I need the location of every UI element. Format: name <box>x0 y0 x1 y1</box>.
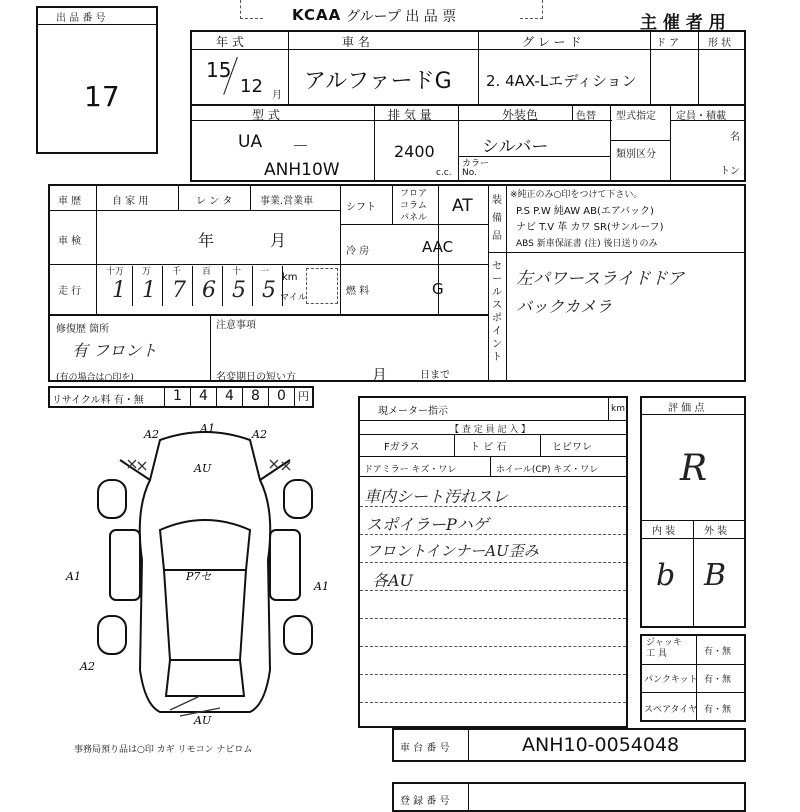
damage-mark: A1 <box>314 580 329 593</box>
evaluation-box <box>640 396 746 628</box>
damage-mark: A1 <box>66 570 81 583</box>
chip-label: ト ビ 石 <box>470 442 507 453</box>
recycle-fee <box>48 386 314 408</box>
ac-label: 冷 房 <box>346 246 370 257</box>
damage-mark: A2 <box>144 428 159 441</box>
registration-box <box>392 782 746 812</box>
odometer-digit: 1 <box>112 278 126 303</box>
model-label: 型 式 <box>252 108 280 122</box>
interior-label: 内 装 <box>652 526 676 537</box>
recycle-digit: 1 <box>164 388 190 406</box>
interior-score: b <box>656 558 676 593</box>
name-change-label: 名変期日の短い方 <box>216 372 296 383</box>
damage-mark: A2 <box>252 428 267 441</box>
shift-panel: パネル <box>400 213 428 223</box>
inspector-note: 各AU <box>372 571 414 590</box>
model-dash: － <box>292 137 309 157</box>
capacity-unit-tons: トン <box>720 166 740 177</box>
model-value: ANH10W <box>264 160 340 180</box>
form-title: グループ 出 品 票 <box>346 9 457 25</box>
equipment-line-2: ナビ T.V 革 カワ SR(サンルーフ) <box>516 222 664 233</box>
capacity-unit-persons: 名 <box>730 132 740 143</box>
damage-mark: A1 <box>200 422 215 435</box>
equipment-note: ※純正のみ○印をつけて下さい。 <box>510 190 643 200</box>
odometer-digit: 5 <box>232 278 246 303</box>
jack-label: ジャッキ 工 具 <box>646 638 682 659</box>
lot-number: 17 <box>84 80 120 113</box>
km-unit: km <box>282 272 298 283</box>
crack-label: ヒビワレ <box>552 442 592 453</box>
accessories-box <box>640 634 746 722</box>
mirror-label: ドアミラー キズ・ワレ <box>364 465 457 475</box>
ac-value: AAC <box>422 238 454 256</box>
door-label: ド ア <box>656 38 680 49</box>
grade-label: グ レ ー ド <box>522 35 582 49</box>
inspector-note: フロントインナーAU歪み <box>366 542 539 560</box>
odometer-digit: 7 <box>172 278 186 303</box>
inspection-year-unit: 年 <box>198 231 215 250</box>
repair-history-value: 有 フロント <box>72 341 158 360</box>
private-use: 自 家 用 <box>112 196 149 207</box>
year-label: 年 式 <box>216 35 244 49</box>
chassis-label: 車 台 番 号 <box>400 743 450 754</box>
equipment-label: 装 備 品 <box>492 195 502 242</box>
fuel-value: G <box>432 280 444 298</box>
fuel-label: 燃 料 <box>346 286 370 297</box>
damage-mark: AU <box>194 714 212 727</box>
shape-label: 形 状 <box>708 38 732 49</box>
inspector-note: 車内シート汚れスレ <box>364 487 509 506</box>
chassis-number-box <box>392 728 746 762</box>
wheel-label: ホイール(CP) キズ・ワレ <box>496 465 599 475</box>
damage-mark: A2 <box>80 660 95 673</box>
type-designation-label: 型式指定 <box>616 111 656 122</box>
recycle-digit: 8 <box>242 388 268 406</box>
mile-unit: マイル <box>280 293 307 303</box>
category-label: 類別区分 <box>616 149 656 160</box>
equipment-line-3: ABS 新車保証書 (注) 後日送りのみ <box>516 239 658 249</box>
odometer-digit: 1 <box>142 278 156 303</box>
shift-label: シフト <box>346 202 376 213</box>
recycle-digit: 4 <box>216 388 242 406</box>
car-damage-diagram <box>60 420 350 740</box>
odometer-digit: 5 <box>262 278 276 303</box>
sales-point-label: セールスポイント <box>492 261 502 363</box>
recycle-digit: 0 <box>268 388 294 406</box>
vehicle-info-table <box>190 30 746 182</box>
remarks-label: 注意事項 <box>216 320 256 331</box>
odometer-digit: 6 <box>202 278 216 303</box>
history-table <box>48 184 746 382</box>
name-change-month: 月 <box>372 366 388 384</box>
front-glass-label: Fガラス <box>384 442 420 453</box>
puncture-kit-choice: 有・無 <box>704 675 732 685</box>
rental: レ ン タ <box>196 196 233 207</box>
grade-value: 2. 4AX-Lエディション <box>486 72 637 90</box>
mileage-label: 走 行 <box>58 286 82 297</box>
history-label: 車 歴 <box>58 196 82 207</box>
kcaa-logo: KCAA <box>292 6 342 24</box>
recycle-digit: 4 <box>190 388 216 406</box>
equipment-line-1: P.S P.W 純AW AB(エアバック) <box>516 206 654 217</box>
car-name-value: アルファードG <box>304 69 452 94</box>
inspection-label: 車 検 <box>58 236 82 247</box>
evaluation-score: R <box>680 448 708 489</box>
color-value: シルバー <box>482 137 549 157</box>
recycle-unit: 円 <box>294 388 312 406</box>
name-change-day: 日まで <box>420 370 450 381</box>
repair-history-label: 修復歴 箇所 <box>56 324 110 335</box>
jack-choice: 有・無 <box>704 647 732 657</box>
color-number-label: カラー No. <box>462 159 490 178</box>
shift-column: コラム <box>400 201 427 211</box>
displacement-unit: c.c. <box>436 168 452 178</box>
business-use: 事業.営業車 <box>260 196 314 207</box>
recycle-label: リサイクル料 有・無 <box>52 395 144 406</box>
sales-point-line-2: バックカメラ <box>516 297 613 316</box>
spare-tire-choice: 有・無 <box>704 705 732 715</box>
repair-history-note: (有の場合は○印を) <box>56 373 134 383</box>
lot-number-box <box>36 6 158 154</box>
color-label: 外装色 <box>502 108 539 122</box>
month-unit: 月 <box>272 90 282 101</box>
year-value: 15 <box>206 58 232 82</box>
capacity-label: 定員・積載 <box>676 111 726 122</box>
model-prefix: UA <box>238 132 263 152</box>
registration-label: 登 録 番 号 <box>400 796 450 807</box>
office-items: 事務局預り品は○印 カギ リモコン ナビロム <box>74 745 253 755</box>
odometer: 十万 万 千 百 十 一 1 1 7 6 5 5 <box>102 266 282 312</box>
meter-label: 現メーター指示 <box>378 406 448 417</box>
exterior-label: 外 装 <box>704 526 728 537</box>
shift-value: AT <box>452 196 473 216</box>
displacement-label: 排 気 量 <box>388 108 432 122</box>
puncture-kit-label: パンクキット <box>644 675 698 685</box>
month-value: 12 <box>240 76 263 97</box>
meter-unit: km <box>611 404 625 414</box>
damage-mark: P7セ <box>186 570 212 583</box>
inspector-title: 【 査 定 員 記 入 】 <box>450 425 531 435</box>
inspection-month-unit: 月 <box>270 231 287 250</box>
color-change-label: 色替 <box>576 111 596 122</box>
lot-number-label: 出 品 番 号 <box>56 13 106 24</box>
shift-floor: フロア <box>400 189 428 199</box>
inspector-notes <box>358 396 628 728</box>
car-name-label: 車 名 <box>342 35 370 49</box>
evaluation-label: 評 価 点 <box>668 403 705 414</box>
displacement-value: 2400 <box>394 142 435 161</box>
damage-mark: AU <box>194 462 212 475</box>
inspector-note: スポイラーPハゲ <box>366 515 489 534</box>
organizer-label: 主 催 者 用 <box>640 13 726 33</box>
sales-point-line-1: 左パワースライドドア <box>516 269 685 289</box>
chassis-number: ANH10-0054048 <box>522 734 680 756</box>
exterior-score: B <box>704 558 727 593</box>
spare-tire-label: スペアタイヤ <box>644 705 698 715</box>
